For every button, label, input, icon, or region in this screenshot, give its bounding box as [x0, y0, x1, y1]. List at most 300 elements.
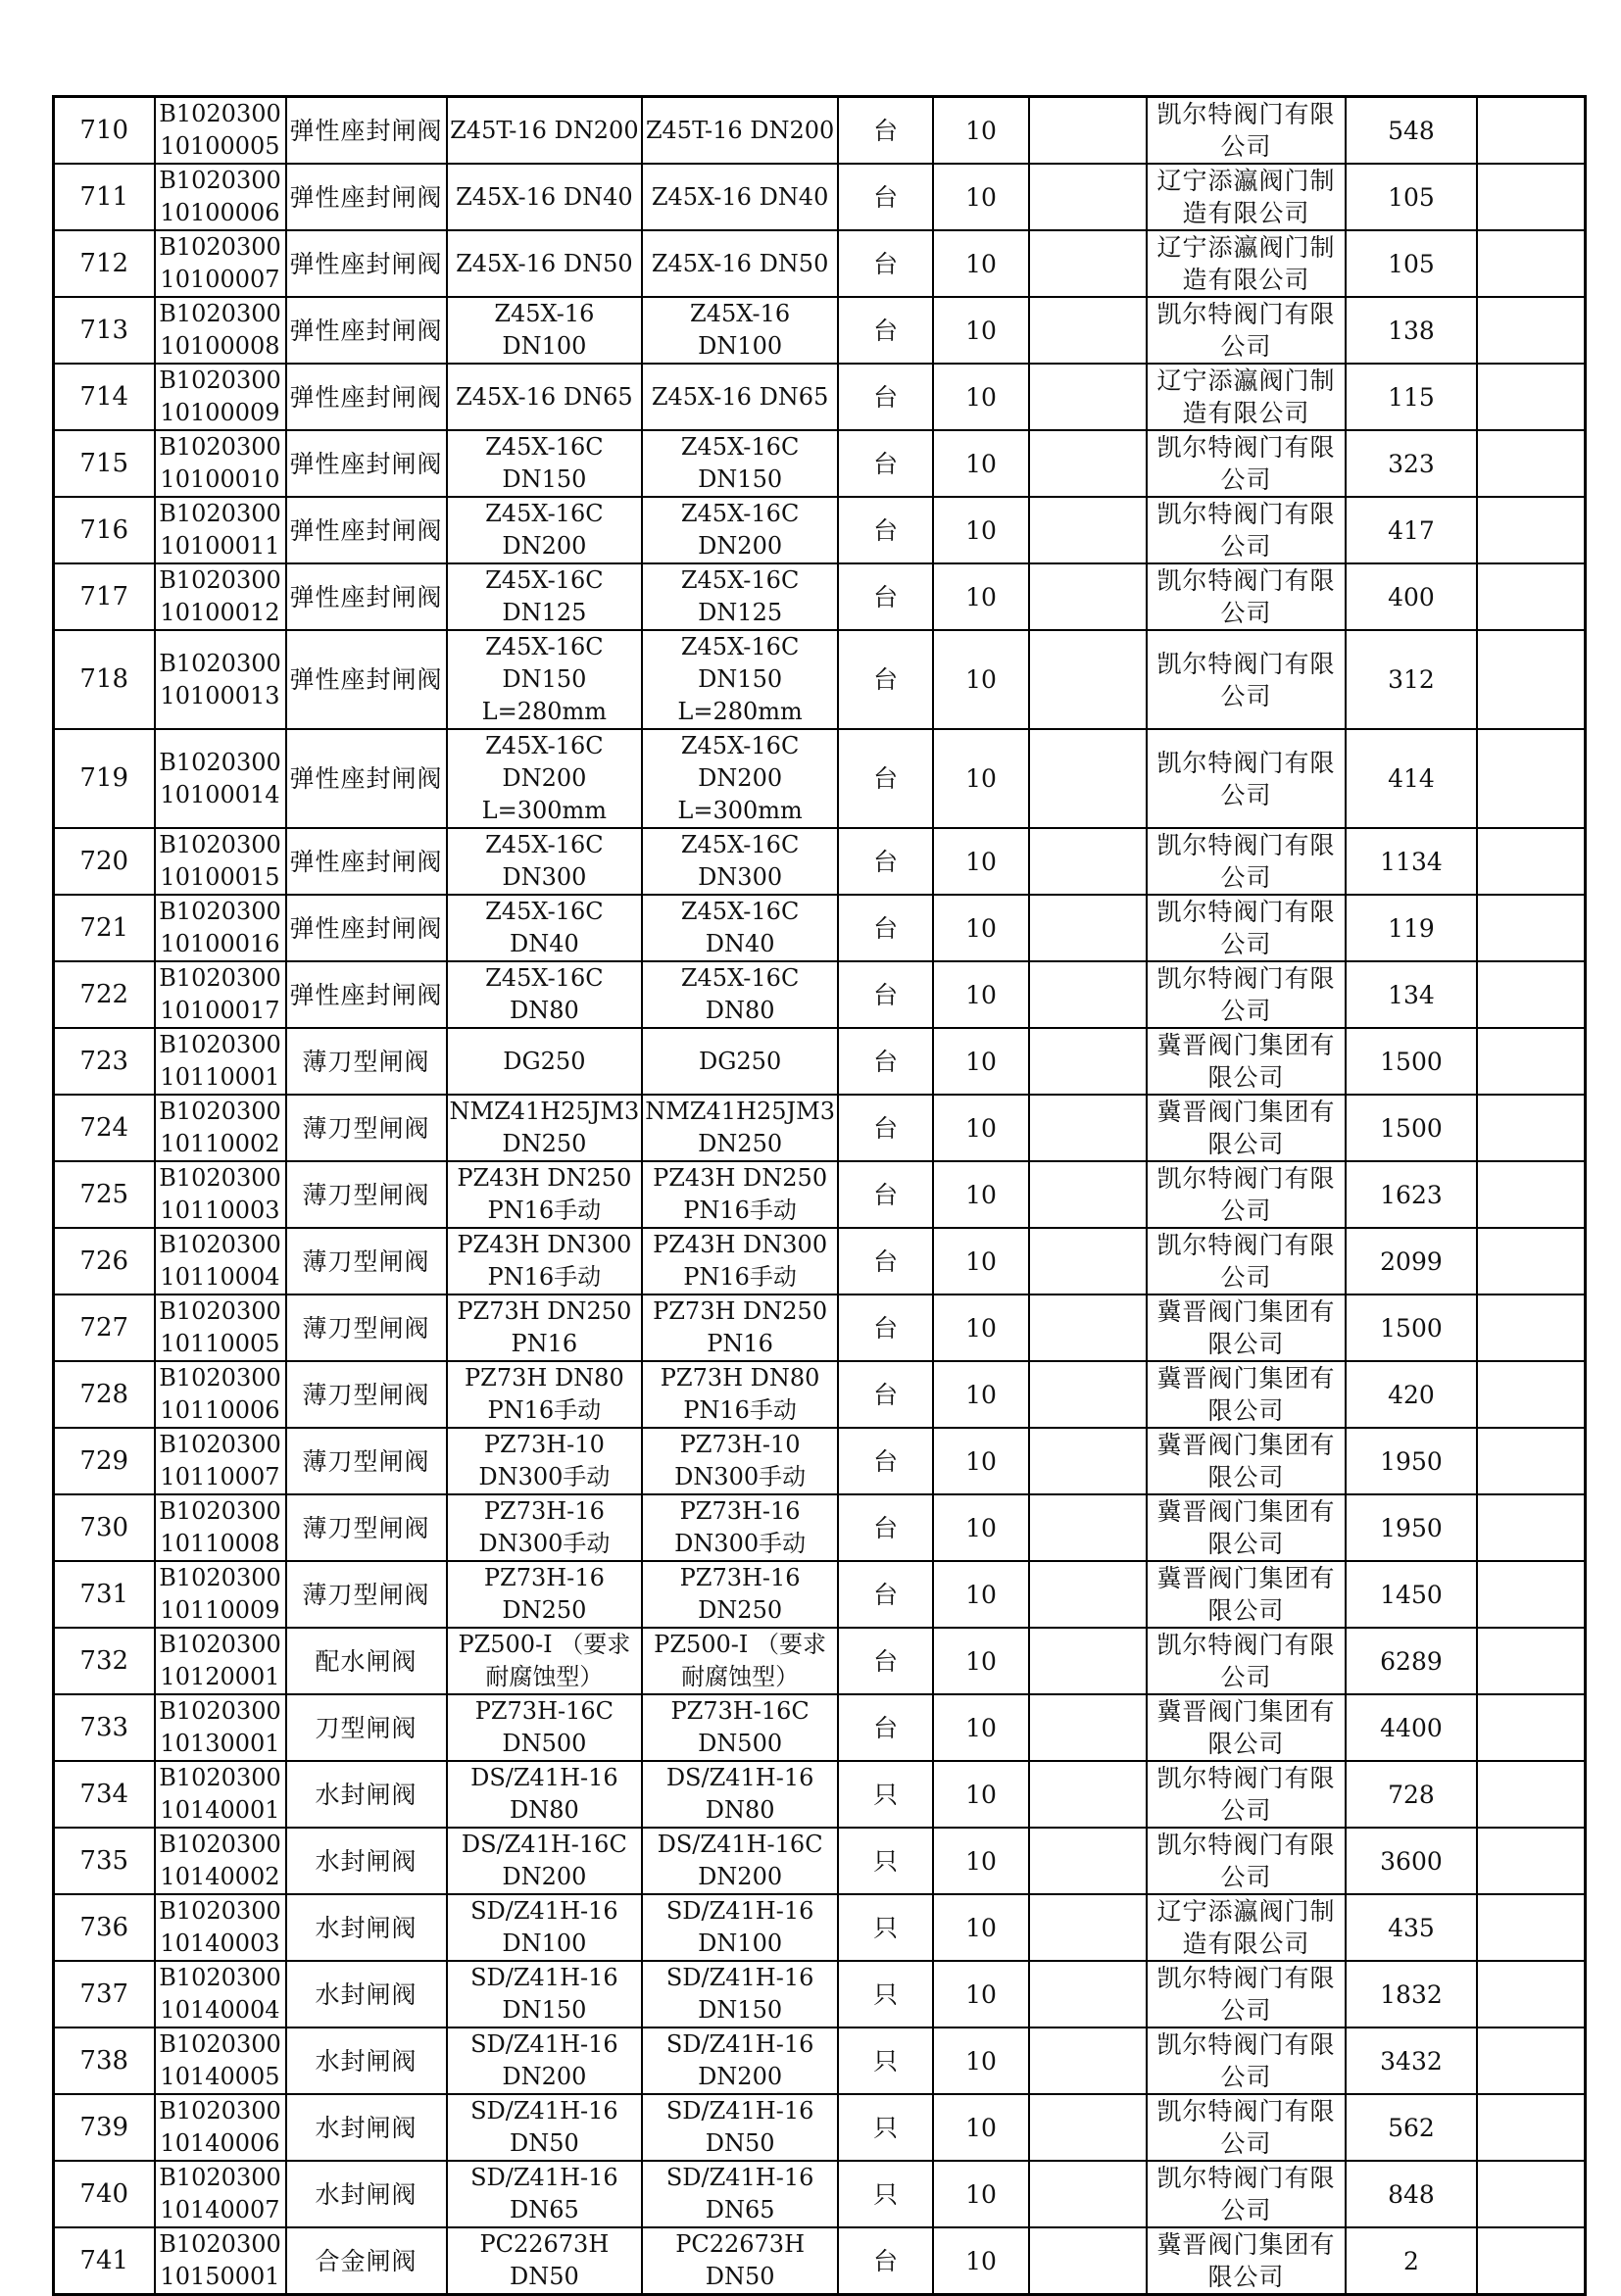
- material-code-cell: B1020300 10110004: [155, 1228, 286, 1295]
- empty-cell: [1477, 2161, 1586, 2227]
- quantity-cell: 10: [933, 2027, 1029, 2094]
- specification-cell: PZ43H DN250 PN16手动: [447, 1161, 643, 1228]
- price-cell: 1500: [1346, 1095, 1477, 1161]
- table-row: [54, 1295, 1586, 1361]
- material-code-cell: B1020300 10100009: [155, 364, 286, 430]
- note-cell: [1029, 1694, 1147, 1761]
- note-cell: [1029, 2027, 1147, 2094]
- price-cell: 728: [1346, 1761, 1477, 1828]
- price-cell: 115: [1346, 364, 1477, 430]
- manufacturer-cell: 辽宁添瀛阀门制造有限公司: [1147, 164, 1346, 230]
- note-cell: [1029, 1828, 1147, 1894]
- empty-cell: [1477, 1028, 1586, 1095]
- manufacturer-cell: 凯尔特阀门有限公司: [1147, 1628, 1346, 1694]
- unit-cell: 台: [838, 1494, 933, 1561]
- specification-cell: PZ73H DN80 PN16手动: [447, 1361, 643, 1428]
- specification-cell: SD/Z41H-16 DN100: [447, 1894, 643, 1961]
- quantity-cell: 10: [933, 1761, 1029, 1828]
- model-cell: Z45X-16 DN65: [642, 364, 838, 430]
- item-name-cell: 薄刀型闸阀: [286, 1228, 447, 1295]
- price-table: [52, 95, 1587, 2296]
- specification-cell: DS/Z41H-16C DN200: [447, 1828, 643, 1894]
- price-cell: 1832: [1346, 1961, 1477, 2027]
- material-code-cell: B1020300 10110002: [155, 1095, 286, 1161]
- material-code-cell: B1020300 10100015: [155, 828, 286, 895]
- material-code-cell: B1020300 10100014: [155, 729, 286, 828]
- item-number-cell: 733: [54, 1694, 155, 1761]
- price-cell: 435: [1346, 1894, 1477, 1961]
- specification-cell: Z45X-16C DN150 L=280mm: [447, 630, 643, 729]
- material-code-cell: B1020300 10110006: [155, 1361, 286, 1428]
- manufacturer-cell: 凯尔特阀门有限公司: [1147, 895, 1346, 961]
- specification-cell: Z45X-16C DN125: [447, 563, 643, 630]
- model-cell: DS/Z41H-16 DN80: [642, 1761, 838, 1828]
- item-name-cell: 弹性座封闸阀: [286, 497, 447, 563]
- material-code-cell: B1020300 10140002: [155, 1828, 286, 1894]
- specification-cell: Z45T-16 DN200: [447, 97, 643, 165]
- empty-cell: [1477, 2027, 1586, 2094]
- note-cell: [1029, 1095, 1147, 1161]
- price-cell: 1623: [1346, 1161, 1477, 1228]
- empty-cell: [1477, 1161, 1586, 1228]
- unit-cell: 台: [838, 1628, 933, 1694]
- item-name-cell: 水封闸阀: [286, 2027, 447, 2094]
- model-cell: SD/Z41H-16 DN200: [642, 2027, 838, 2094]
- note-cell: [1029, 895, 1147, 961]
- empty-cell: [1477, 1694, 1586, 1761]
- price-cell: 400: [1346, 563, 1477, 630]
- note-cell: [1029, 630, 1147, 729]
- manufacturer-cell: 凯尔特阀门有限公司: [1147, 1761, 1346, 1828]
- table-row: [54, 1494, 1586, 1561]
- unit-cell: 台: [838, 364, 933, 430]
- model-cell: Z45X-16C DN40: [642, 895, 838, 961]
- quantity-cell: 10: [933, 2161, 1029, 2227]
- item-name-cell: 弹性座封闸阀: [286, 961, 447, 1028]
- note-cell: [1029, 164, 1147, 230]
- material-code-cell: B1020300 10140006: [155, 2094, 286, 2161]
- price-cell: 2: [1346, 2227, 1477, 2295]
- empty-cell: [1477, 729, 1586, 828]
- price-cell: 3432: [1346, 2027, 1477, 2094]
- table-row: [54, 895, 1586, 961]
- note-cell: [1029, 2227, 1147, 2295]
- specification-cell: PZ73H-16 DN300手动: [447, 1494, 643, 1561]
- table-row: [54, 1894, 1586, 1961]
- item-name-cell: 弹性座封闸阀: [286, 729, 447, 828]
- unit-cell: 只: [838, 1761, 933, 1828]
- specification-cell: Z45X-16C DN200: [447, 497, 643, 563]
- table-row: [54, 630, 1586, 729]
- manufacturer-cell: 凯尔特阀门有限公司: [1147, 961, 1346, 1028]
- item-name-cell: 弹性座封闸阀: [286, 828, 447, 895]
- manufacturer-cell: 凯尔特阀门有限公司: [1147, 1228, 1346, 1295]
- item-number-cell: 714: [54, 364, 155, 430]
- material-code-cell: B1020300 10150001: [155, 2227, 286, 2295]
- specification-cell: Z45X-16 DN65: [447, 364, 643, 430]
- unit-cell: 台: [838, 1295, 933, 1361]
- material-code-cell: B1020300 10140003: [155, 1894, 286, 1961]
- note-cell: [1029, 230, 1147, 297]
- unit-cell: 台: [838, 895, 933, 961]
- specification-cell: PZ43H DN300 PN16手动: [447, 1228, 643, 1295]
- manufacturer-cell: 凯尔特阀门有限公司: [1147, 1828, 1346, 1894]
- note-cell: [1029, 1761, 1147, 1828]
- model-cell: Z45X-16C DN80: [642, 961, 838, 1028]
- material-code-cell: B1020300 10100013: [155, 630, 286, 729]
- model-cell: PZ500-I （要求耐腐蚀型）: [642, 1628, 838, 1694]
- manufacturer-cell: 凯尔特阀门有限公司: [1147, 1161, 1346, 1228]
- specification-cell: PZ73H-10 DN300手动: [447, 1428, 643, 1494]
- table-row: [54, 97, 1586, 165]
- empty-cell: [1477, 430, 1586, 497]
- manufacturer-cell: 冀晋阀门集团有限公司: [1147, 1494, 1346, 1561]
- manufacturer-cell: 凯尔特阀门有限公司: [1147, 630, 1346, 729]
- model-cell: DG250: [642, 1028, 838, 1095]
- quantity-cell: 10: [933, 1561, 1029, 1628]
- note-cell: [1029, 1961, 1147, 2027]
- model-cell: PZ73H DN80 PN16手动: [642, 1361, 838, 1428]
- table-row: [54, 563, 1586, 630]
- quantity-cell: 10: [933, 1428, 1029, 1494]
- note-cell: [1029, 961, 1147, 1028]
- table-row: [54, 961, 1586, 1028]
- manufacturer-cell: 冀晋阀门集团有限公司: [1147, 1361, 1346, 1428]
- unit-cell: 台: [838, 2227, 933, 2295]
- unit-cell: 台: [838, 828, 933, 895]
- item-number-cell: 727: [54, 1295, 155, 1361]
- item-name-cell: 弹性座封闸阀: [286, 164, 447, 230]
- quantity-cell: 10: [933, 895, 1029, 961]
- item-number-cell: 724: [54, 1095, 155, 1161]
- unit-cell: 只: [838, 1961, 933, 2027]
- table-row: [54, 1694, 1586, 1761]
- material-code-cell: B1020300 10100007: [155, 230, 286, 297]
- quantity-cell: 10: [933, 1628, 1029, 1694]
- material-code-cell: B1020300 10110008: [155, 1494, 286, 1561]
- unit-cell: 台: [838, 1095, 933, 1161]
- table-row: [54, 1628, 1586, 1694]
- material-code-cell: B1020300 10100016: [155, 895, 286, 961]
- specification-cell: SD/Z41H-16 DN50: [447, 2094, 643, 2161]
- table-row: [54, 2161, 1586, 2227]
- specification-cell: DG250: [447, 1028, 643, 1095]
- unit-cell: 台: [838, 961, 933, 1028]
- item-number-cell: 712: [54, 230, 155, 297]
- unit-cell: 只: [838, 2094, 933, 2161]
- table-row: [54, 2027, 1586, 2094]
- table-row: [54, 230, 1586, 297]
- specification-cell: PZ73H-16 DN250: [447, 1561, 643, 1628]
- manufacturer-cell: 辽宁添瀛阀门制造有限公司: [1147, 230, 1346, 297]
- note-cell: [1029, 563, 1147, 630]
- unit-cell: 台: [838, 729, 933, 828]
- empty-cell: [1477, 1361, 1586, 1428]
- manufacturer-cell: 冀晋阀门集团有限公司: [1147, 1295, 1346, 1361]
- note-cell: [1029, 1494, 1147, 1561]
- manufacturer-cell: 辽宁添瀛阀门制造有限公司: [1147, 1894, 1346, 1961]
- model-cell: Z45X-16 DN50: [642, 230, 838, 297]
- model-cell: Z45X-16 DN100: [642, 297, 838, 364]
- empty-cell: [1477, 164, 1586, 230]
- unit-cell: 台: [838, 563, 933, 630]
- item-name-cell: 弹性座封闸阀: [286, 97, 447, 165]
- price-cell: 848: [1346, 2161, 1477, 2227]
- empty-cell: [1477, 1494, 1586, 1561]
- quantity-cell: 10: [933, 1295, 1029, 1361]
- material-code-cell: B1020300 10100017: [155, 961, 286, 1028]
- material-code-cell: B1020300 10100008: [155, 297, 286, 364]
- item-name-cell: 弹性座封闸阀: [286, 895, 447, 961]
- note-cell: [1029, 1561, 1147, 1628]
- quantity-cell: 10: [933, 828, 1029, 895]
- model-cell: Z45X-16C DN150 L=280mm: [642, 630, 838, 729]
- table-body: [54, 97, 1586, 2295]
- manufacturer-cell: 冀晋阀门集团有限公司: [1147, 1561, 1346, 1628]
- material-code-cell: B1020300 10100012: [155, 563, 286, 630]
- model-cell: Z45X-16C DN300: [642, 828, 838, 895]
- item-number-cell: 720: [54, 828, 155, 895]
- table-row: [54, 497, 1586, 563]
- model-cell: Z45X-16C DN150: [642, 430, 838, 497]
- quantity-cell: 10: [933, 2094, 1029, 2161]
- manufacturer-cell: 凯尔特阀门有限公司: [1147, 2027, 1346, 2094]
- item-number-cell: 730: [54, 1494, 155, 1561]
- item-name-cell: 薄刀型闸阀: [286, 1561, 447, 1628]
- price-cell: 6289: [1346, 1628, 1477, 1694]
- table-row: [54, 1761, 1586, 1828]
- specification-cell: SD/Z41H-16 DN150: [447, 1961, 643, 2027]
- item-name-cell: 合金闸阀: [286, 2227, 447, 2295]
- specification-cell: Z45X-16C DN80: [447, 961, 643, 1028]
- quantity-cell: 10: [933, 1161, 1029, 1228]
- note-cell: [1029, 1428, 1147, 1494]
- empty-cell: [1477, 1561, 1586, 1628]
- specification-cell: SD/Z41H-16 DN65: [447, 2161, 643, 2227]
- table-row: [54, 1361, 1586, 1428]
- item-number-cell: 713: [54, 297, 155, 364]
- model-cell: Z45T-16 DN200: [642, 97, 838, 165]
- item-number-cell: 719: [54, 729, 155, 828]
- note-cell: [1029, 297, 1147, 364]
- quantity-cell: 10: [933, 230, 1029, 297]
- material-code-cell: B1020300 10140001: [155, 1761, 286, 1828]
- model-cell: Z45X-16C DN200: [642, 497, 838, 563]
- note-cell: [1029, 97, 1147, 165]
- specification-cell: PZ73H-16C DN500: [447, 1694, 643, 1761]
- quantity-cell: 10: [933, 497, 1029, 563]
- unit-cell: 台: [838, 1428, 933, 1494]
- table-row: [54, 1028, 1586, 1095]
- model-cell: Z45X-16 DN40: [642, 164, 838, 230]
- unit-cell: 台: [838, 497, 933, 563]
- material-code-cell: B1020300 10100010: [155, 430, 286, 497]
- unit-cell: 台: [838, 230, 933, 297]
- model-cell: PC22673H DN50: [642, 2227, 838, 2295]
- item-name-cell: 弹性座封闸阀: [286, 297, 447, 364]
- specification-cell: Z45X-16 DN100: [447, 297, 643, 364]
- quantity-cell: 10: [933, 729, 1029, 828]
- empty-cell: [1477, 1228, 1586, 1295]
- table-row: [54, 1428, 1586, 1494]
- unit-cell: 台: [838, 297, 933, 364]
- manufacturer-cell: 凯尔特阀门有限公司: [1147, 828, 1346, 895]
- item-number-cell: 711: [54, 164, 155, 230]
- quantity-cell: 10: [933, 1894, 1029, 1961]
- item-number-cell: 738: [54, 2027, 155, 2094]
- unit-cell: 只: [838, 1894, 933, 1961]
- item-name-cell: 薄刀型闸阀: [286, 1428, 447, 1494]
- manufacturer-cell: 凯尔特阀门有限公司: [1147, 2094, 1346, 2161]
- quantity-cell: 10: [933, 961, 1029, 1028]
- item-number-cell: 739: [54, 2094, 155, 2161]
- item-name-cell: 弹性座封闸阀: [286, 563, 447, 630]
- model-cell: PZ73H-10 DN300手动: [642, 1428, 838, 1494]
- model-cell: NMZ41H25JM3 DN250: [642, 1095, 838, 1161]
- item-number-cell: 710: [54, 97, 155, 165]
- manufacturer-cell: 冀晋阀门集团有限公司: [1147, 1028, 1346, 1095]
- model-cell: PZ73H-16C DN500: [642, 1694, 838, 1761]
- item-name-cell: 水封闸阀: [286, 1961, 447, 2027]
- empty-cell: [1477, 297, 1586, 364]
- note-cell: [1029, 1894, 1147, 1961]
- specification-cell: Z45X-16 DN50: [447, 230, 643, 297]
- unit-cell: 台: [838, 630, 933, 729]
- empty-cell: [1477, 2227, 1586, 2295]
- model-cell: PZ73H-16 DN300手动: [642, 1494, 838, 1561]
- manufacturer-cell: 冀晋阀门集团有限公司: [1147, 1428, 1346, 1494]
- item-number-cell: 725: [54, 1161, 155, 1228]
- note-cell: [1029, 1028, 1147, 1095]
- model-cell: Z45X-16C DN125: [642, 563, 838, 630]
- table-row: [54, 729, 1586, 828]
- unit-cell: 台: [838, 1361, 933, 1428]
- empty-cell: [1477, 497, 1586, 563]
- item-number-cell: 741: [54, 2227, 155, 2295]
- price-cell: 312: [1346, 630, 1477, 729]
- item-number-cell: 726: [54, 1228, 155, 1295]
- material-code-cell: B1020300 10140007: [155, 2161, 286, 2227]
- unit-cell: 只: [838, 2027, 933, 2094]
- table-row: [54, 430, 1586, 497]
- item-name-cell: 水封闸阀: [286, 1828, 447, 1894]
- item-name-cell: 薄刀型闸阀: [286, 1361, 447, 1428]
- item-number-cell: 722: [54, 961, 155, 1028]
- quantity-cell: 10: [933, 297, 1029, 364]
- empty-cell: [1477, 1828, 1586, 1894]
- unit-cell: 台: [838, 164, 933, 230]
- item-name-cell: 弹性座封闸阀: [286, 630, 447, 729]
- price-cell: 2099: [1346, 1228, 1477, 1295]
- item-name-cell: 水封闸阀: [286, 1894, 447, 1961]
- price-cell: 138: [1346, 297, 1477, 364]
- manufacturer-cell: 辽宁添瀛阀门制造有限公司: [1147, 364, 1346, 430]
- note-cell: [1029, 430, 1147, 497]
- item-name-cell: 刀型闸阀: [286, 1694, 447, 1761]
- empty-cell: [1477, 895, 1586, 961]
- material-code-cell: B1020300 10110003: [155, 1161, 286, 1228]
- model-cell: PZ73H-16 DN250: [642, 1561, 838, 1628]
- empty-cell: [1477, 630, 1586, 729]
- quantity-cell: 10: [933, 1095, 1029, 1161]
- unit-cell: 台: [838, 97, 933, 165]
- model-cell: PZ73H DN250 PN16: [642, 1295, 838, 1361]
- price-cell: 420: [1346, 1361, 1477, 1428]
- quantity-cell: 10: [933, 1494, 1029, 1561]
- unit-cell: 台: [838, 430, 933, 497]
- price-cell: 414: [1346, 729, 1477, 828]
- quantity-cell: 10: [933, 1361, 1029, 1428]
- specification-cell: Z45X-16C DN300: [447, 828, 643, 895]
- item-number-cell: 731: [54, 1561, 155, 1628]
- item-name-cell: 薄刀型闸阀: [286, 1161, 447, 1228]
- empty-cell: [1477, 1295, 1586, 1361]
- manufacturer-cell: 冀晋阀门集团有限公司: [1147, 1095, 1346, 1161]
- item-number-cell: 734: [54, 1761, 155, 1828]
- specification-cell: NMZ41H25JM3 DN250: [447, 1095, 643, 1161]
- material-code-cell: B1020300 10100011: [155, 497, 286, 563]
- price-cell: 1500: [1346, 1295, 1477, 1361]
- table-row: [54, 1095, 1586, 1161]
- table-row: [54, 2094, 1586, 2161]
- unit-cell: 只: [838, 1828, 933, 1894]
- price-cell: 1950: [1346, 1494, 1477, 1561]
- price-cell: 105: [1346, 230, 1477, 297]
- price-cell: 119: [1346, 895, 1477, 961]
- material-code-cell: B1020300 10140004: [155, 1961, 286, 2027]
- item-name-cell: 弹性座封闸阀: [286, 364, 447, 430]
- item-name-cell: 薄刀型闸阀: [286, 1494, 447, 1561]
- price-cell: 417: [1346, 497, 1477, 563]
- item-name-cell: 水封闸阀: [286, 2161, 447, 2227]
- item-number-cell: 728: [54, 1361, 155, 1428]
- table-row: [54, 1961, 1586, 2027]
- material-code-cell: B1020300 10140005: [155, 2027, 286, 2094]
- empty-cell: [1477, 1894, 1586, 1961]
- specification-cell: Z45X-16C DN150: [447, 430, 643, 497]
- specification-cell: Z45X-16C DN40: [447, 895, 643, 961]
- model-cell: Z45X-16C DN200 L=300mm: [642, 729, 838, 828]
- manufacturer-cell: 凯尔特阀门有限公司: [1147, 97, 1346, 165]
- quantity-cell: 10: [933, 1028, 1029, 1095]
- model-cell: SD/Z41H-16 DN50: [642, 2094, 838, 2161]
- material-code-cell: B1020300 10110007: [155, 1428, 286, 1494]
- item-number-cell: 715: [54, 430, 155, 497]
- item-name-cell: 水封闸阀: [286, 1761, 447, 1828]
- price-cell: 1134: [1346, 828, 1477, 895]
- quantity-cell: 10: [933, 97, 1029, 165]
- empty-cell: [1477, 1428, 1586, 1494]
- empty-cell: [1477, 1761, 1586, 1828]
- price-cell: 548: [1346, 97, 1477, 165]
- material-code-cell: B1020300 10110009: [155, 1561, 286, 1628]
- empty-cell: [1477, 2094, 1586, 2161]
- manufacturer-cell: 凯尔特阀门有限公司: [1147, 1961, 1346, 2027]
- empty-cell: [1477, 364, 1586, 430]
- unit-cell: 台: [838, 1561, 933, 1628]
- quantity-cell: 10: [933, 563, 1029, 630]
- model-cell: DS/Z41H-16C DN200: [642, 1828, 838, 1894]
- price-cell: 562: [1346, 2094, 1477, 2161]
- specification-cell: PC22673H DN50: [447, 2227, 643, 2295]
- item-number-cell: 736: [54, 1894, 155, 1961]
- note-cell: [1029, 729, 1147, 828]
- item-number-cell: 737: [54, 1961, 155, 2027]
- item-name-cell: 弹性座封闸阀: [286, 230, 447, 297]
- model-cell: PZ43H DN250 PN16手动: [642, 1161, 838, 1228]
- item-number-cell: 723: [54, 1028, 155, 1095]
- manufacturer-cell: 凯尔特阀门有限公司: [1147, 729, 1346, 828]
